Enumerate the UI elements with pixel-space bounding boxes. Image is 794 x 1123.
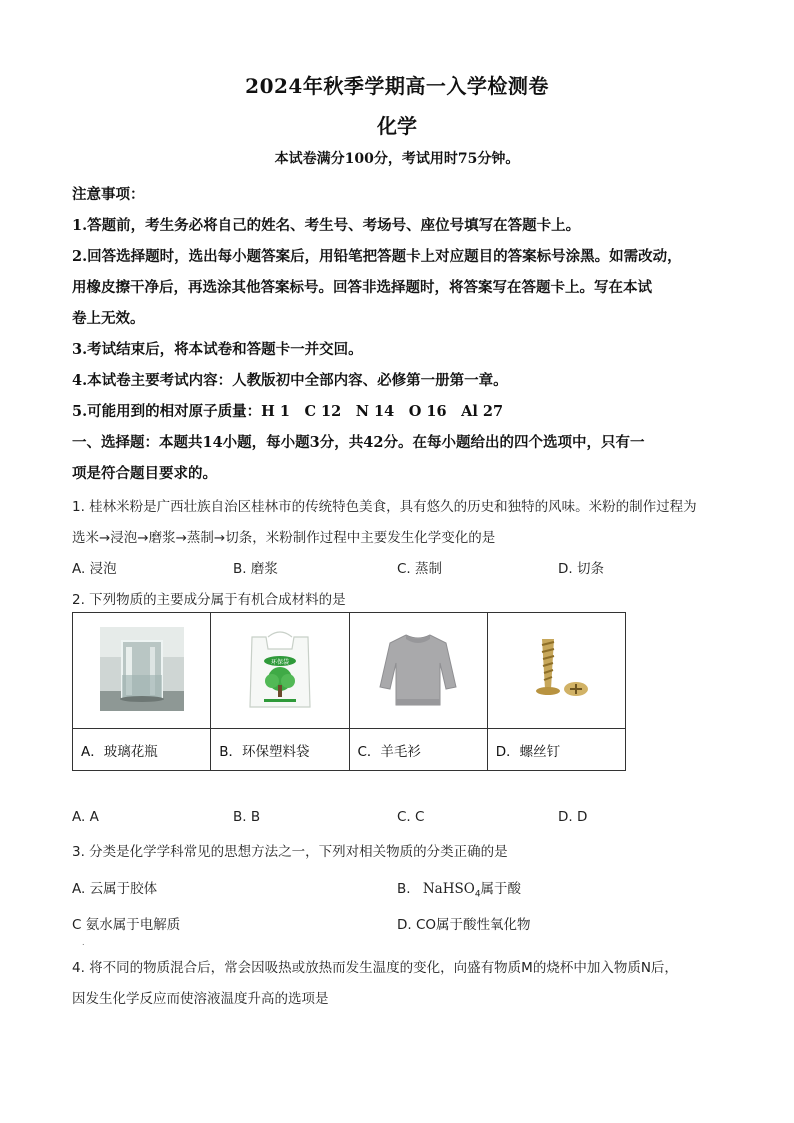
svg-text:环保袋: 环保袋	[270, 658, 289, 666]
cell-sweater	[349, 613, 487, 729]
q1-stem-1: 1. 桂林米粉是广西壮族自治区桂林市的传统特色美食，具有悠久的历史和独特的风味。米粉的制作过程为	[72, 499, 697, 515]
plastic-bag-image	[238, 627, 322, 711]
q1-stem-2: 选米→浸泡→磨浆→蒸制→切条，米粉制作过程中主要发生化学变化的是	[72, 530, 496, 546]
q3-stem: 3. 分类是化学学科常见的思想方法之一，下列对相关物质的分类正确的是	[72, 844, 508, 860]
q3-option-d: D. CO属于酸性氧化物	[397, 917, 531, 933]
label-c: C．羊毛衫	[349, 729, 487, 771]
q3-option-a: A. 云属于胶体	[72, 881, 158, 897]
q3-option-b	[397, 877, 521, 900]
note-4: 4.本试卷主要考试内容：人教版初中全部内容、必修第一册第一章。	[72, 372, 508, 389]
q4-stem-1: 4. 将不同的物质混合后，常会因吸热或放热而发生温度的变化，向盛有物质M的烧杯中加入物质N后，	[72, 960, 678, 976]
q2-stem: 2. 下列物质的主要成分属于有机合成材料的是	[72, 592, 346, 608]
sweater-image	[376, 627, 460, 711]
screw-image	[514, 627, 598, 711]
q2-option-b: B. B	[233, 809, 261, 825]
cell-screw	[487, 613, 625, 729]
q2-material-table	[72, 612, 626, 771]
q1-option-a: A. 浸泡	[72, 561, 117, 577]
exam-subtitle: 本试卷满分100分，考试用时75分钟。	[274, 151, 520, 167]
q1-option-d: D. 切条	[558, 561, 604, 577]
q3-option-b-subscript: 4	[474, 889, 481, 900]
note-5: 5.可能用到的相对原子质量：H 1 C 12 N 14 O 16 Al 27	[72, 403, 504, 420]
q1-option-b: B. 磨浆	[233, 561, 278, 577]
glass-vase-image	[100, 627, 184, 711]
note-2-line-2: 用橡皮擦干净后，再选涂其他答案标号。回答非选择题时，将答案写在答题卡上。写在本试	[72, 279, 652, 296]
subject-title: 化学	[377, 114, 417, 138]
exam-title: 2024年秋季学期高一入学检测卷	[245, 74, 549, 98]
q2-option-d: D. D	[558, 809, 588, 825]
q2-option-a: A. A	[72, 809, 99, 825]
q3-option-b-letter: B.	[397, 881, 411, 897]
note-3: 3.考试结束后，将本试卷和答题卡一并交回。	[72, 341, 363, 358]
note-2-line-3: 卷上无效。	[72, 310, 145, 327]
label-b: B．环保塑料袋	[211, 729, 349, 771]
stray-mark: .	[82, 938, 85, 947]
section-1-heading: 一、选择题：本题共14小题，每小题3分，共42分。在每小题给出的四个选项中，只有一	[72, 434, 645, 451]
label-a: A．玻璃花瓶	[73, 729, 211, 771]
q1-option-c: C. 蒸制	[397, 561, 443, 577]
q3-option-b-text: 属于酸	[480, 881, 522, 897]
label-d: D．螺丝钉	[487, 729, 625, 771]
q3-option-c: C 氨水属于电解质	[72, 917, 181, 933]
q3-option-b-formula: NaHSO	[422, 881, 475, 897]
cell-plastic-bag	[211, 613, 349, 729]
note-2-line-1: 2.回答选择题时，选出每小题答案后，用铅笔把答题卡上对应题目的答案标号涂黑。如需改动，	[72, 248, 682, 265]
q2-option-c: C. C	[397, 809, 425, 825]
note-1: 1.答题前，考生务必将自己的姓名、考生号、考场号、座位号填写在答题卡上。	[72, 217, 581, 234]
q4-stem-2: 因发生化学反应而使溶液温度升高的选项是	[72, 991, 329, 1007]
section-1-heading-cont: 项是符合题目要求的。	[72, 465, 217, 482]
cell-glass-vase	[73, 613, 211, 729]
notes-heading: 注意事项：	[72, 186, 145, 203]
